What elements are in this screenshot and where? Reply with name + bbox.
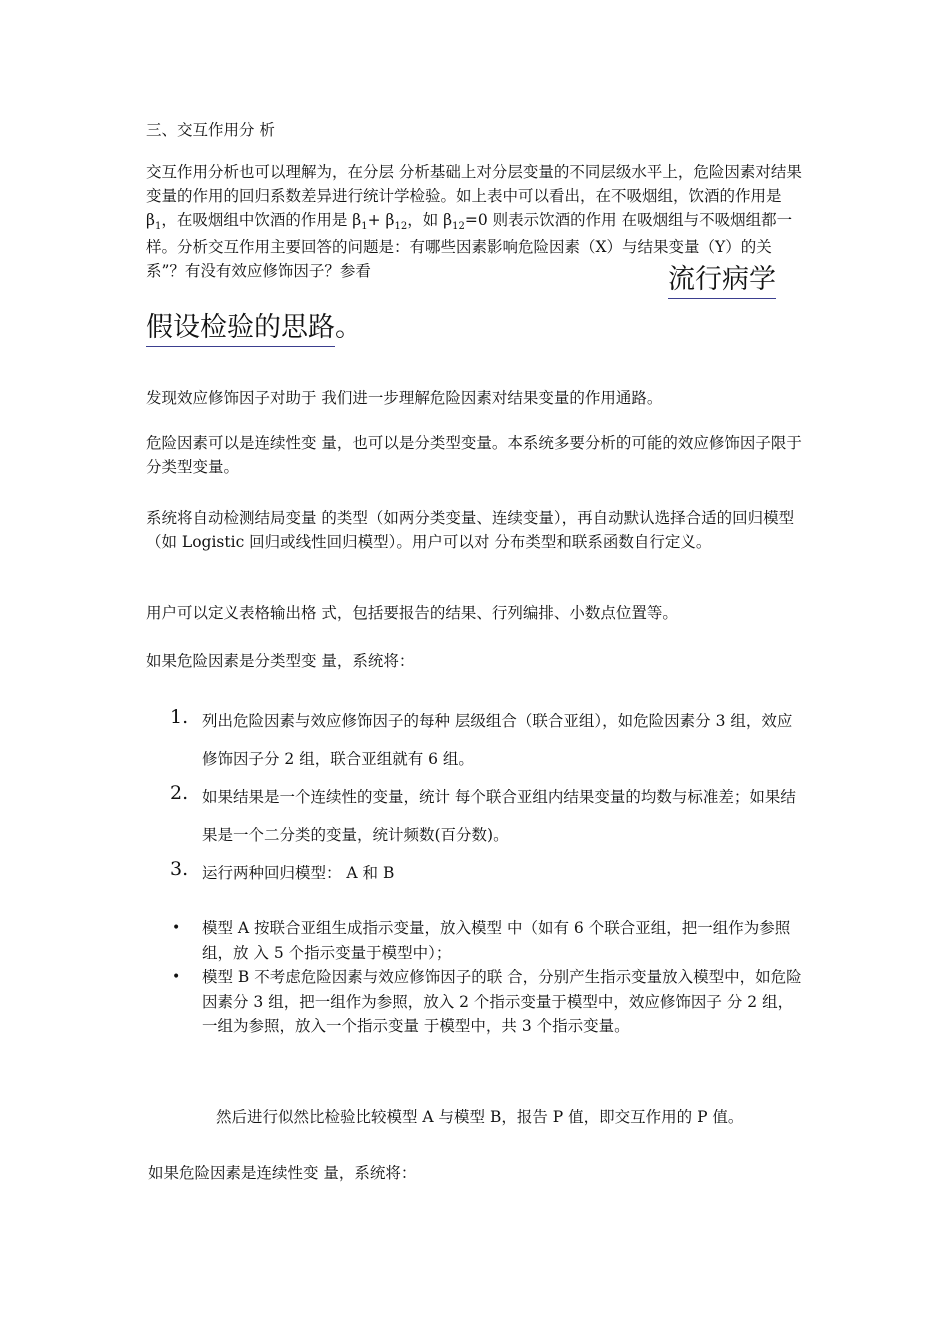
subscript: 12 [452, 221, 465, 232]
p1-text-c: + β [367, 211, 395, 229]
epidemiology-link[interactable]: 流行病学 [668, 263, 776, 299]
paragraph-auto-detect: 系统将自动检测结局变量 的类型（如两分类变量、连续变量），再自动默认选择合适的回归模型（如 Logistic 回归或线性回归模型）。用户可以对 分布类型和联系函数自行定义。 [146, 509, 795, 551]
section-heading: 三、交互作用分 析 [146, 121, 275, 139]
list-item [146, 702, 806, 778]
list-item [146, 916, 806, 965]
list-item [146, 854, 806, 892]
list-item-text: 模型 B 不考虑危险因素与效应修饰因子的联 合，分别产生指示变量放入模型中，如危险因素分 3 组，把一组作为参照，放入 2 个指示变量于模型中，效应修饰因子 分 2 组，一组为参照，放入一个指示变量 于模型中，共 3 个指示变量。 [202, 968, 802, 1035]
paragraph-risk-factor-types: 危险因素可以是连续性变 量，也可以是分类型变量。本系统多要分析的可能的效应修饰因子限于分类型变量。 [146, 434, 802, 476]
list-item-text: 模型 A 按联合亚组生成指示变量，放入模型 中（如有 6 个联合亚组，把一组作为参照组，放 入 5 个指示变量于模型中）； [202, 919, 791, 962]
list-number: 2. [170, 782, 189, 804]
list-item-text: 如果结果是一个连续性的变量，统计 每个联合亚组内结果变量的均数与标准差；如果结果是一个二分类的变量，统计频数(百分数)。 [202, 788, 796, 844]
paragraph-modifier: 发现效应修饰因子对助于 我们进一步理解危险因素对结果变量的作用通路。 [146, 389, 663, 407]
list-item-text: 运行两种回归模型： A 和 B [202, 864, 395, 882]
hypothesis-testing-link[interactable]: 假设检验的思路 [146, 311, 335, 347]
subscript: 1 [154, 221, 162, 232]
paragraph-continuous: 如果危险因素是连续性变 量，系统将： [148, 1164, 417, 1182]
hypothesis-link-wrap [146, 311, 362, 347]
list-item [146, 965, 806, 1039]
p1-text-a: 交互作用分析也可以理解为，在分层 分析基础上对分层变量的不同层级水平上，危险因素对结果变量的作用的回归系数差异进行统计学检验。如上表中可以看出，在不吸烟组，饮酒的作用是 β [146, 163, 802, 229]
p1-text-d: ，如 β [407, 211, 453, 229]
link-tail: 。 [335, 312, 362, 343]
list-number: 3. [170, 858, 189, 880]
subscript: 12 [394, 221, 408, 232]
bullet-icon: • [172, 920, 181, 936]
bullet-list [146, 916, 806, 1039]
bullet-icon: • [172, 969, 181, 985]
paragraph-likelihood-ratio: 然后进行似然比检验比较模型 A 与模型 B，报告 P 值，即交互作用的 P 值。 [216, 1108, 744, 1126]
list-item-text: 列出危险因素与效应修饰因子的每种 层级组合（联合亚组），如危险因素分 3 组，效应修饰因子分 2 组，联合亚组就有 6 组。 [202, 712, 793, 768]
subscript: 1 [361, 221, 368, 232]
list-number: 1. [170, 706, 189, 728]
paragraph-categorical: 如果危险因素是分类型变 量，系统将： [146, 652, 415, 670]
list-item [146, 778, 806, 854]
ordered-list [146, 702, 806, 892]
p1-text-e: =0 则表示饮酒的作用 在吸烟组与不吸烟组都一样。分析交互作用主要回答的问题是：有哪些因素影响危险因素（X）与结果变量（Y）的关系”？有没有效应修饰因子？参看 [146, 211, 793, 280]
p1-text-b: ，在吸烟组中饮酒的作用是 β [161, 211, 362, 229]
paragraph-table-format: 用户可以定义表格输出格 式，包括要报告的结果、行列编排、小数点位置等。 [146, 604, 678, 622]
